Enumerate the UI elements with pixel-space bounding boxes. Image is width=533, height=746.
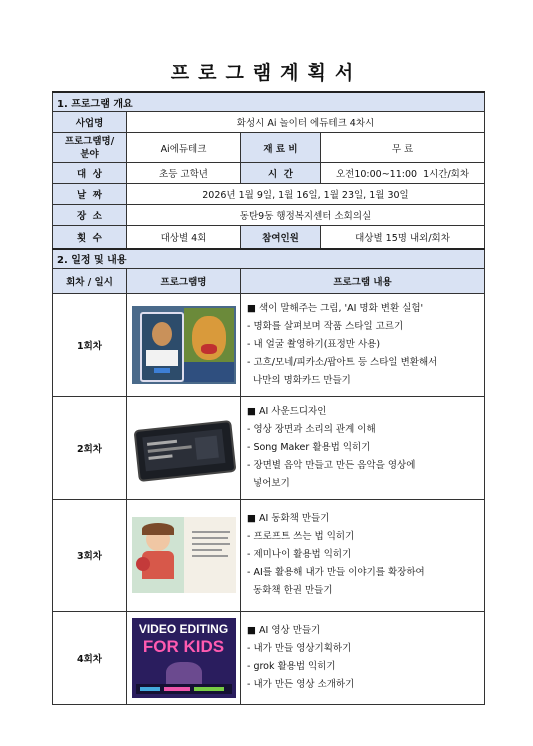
count-value: 대상별 4회: [127, 226, 241, 249]
session-content: ■ AI 동화책 만들기 - 프로프트 쓰는 법 익히기 - 제미나이 활용법 익히기 - AI를 활용해 내가 만들 이야기를 확장하여 동화책 한권 만들기: [241, 499, 485, 611]
session-image: [127, 396, 241, 499]
program-name-value: Ai에듀테크: [127, 133, 241, 163]
target-label: 대 상: [53, 163, 127, 184]
session-row: [53, 499, 485, 611]
target-value: 초등 고학년: [127, 163, 241, 184]
session-content: ■ AI 영상 만들기 - 내가 만들 영상기획하기 - grok 활용법 익히기 - 내가 만든 영상 소개하기: [241, 611, 485, 704]
session-label: 1회차: [53, 293, 127, 396]
session-label: 3회차: [53, 499, 127, 611]
program-name-label: 프로그램명/ 분야: [53, 133, 127, 163]
session-content: ■ 색이 말해주는 그림, 'AI 명화 변환 실험' - 명화를 살펴보며 작품 스타일 고르기 - 내 얼굴 촬영하기(표정만 사용) - 고흐/모네/피카소/팝아트 등 스타일 변환해서 나만의 명화카드 만들기: [241, 293, 485, 396]
place-value: 동탄9동 행정복지센터 소회의실: [127, 205, 485, 226]
session-label: 2회차: [53, 396, 127, 499]
column-program-header: 프로그램명: [127, 268, 241, 293]
column-content-header: 프로그램 내용: [241, 268, 485, 293]
participants-value: 대상별 15명 내외/회차: [321, 226, 485, 249]
session-content: ■ AI 사운드디자인 - 영상 장면과 소리의 관계 이해 - Song Maker 활용법 익히기 - 장면별 음악 만들고 만든 음악을 영상에 넣어보기: [241, 396, 485, 499]
business-name-value: 화성시 Ai 놀이터 에듀테크 4차시: [127, 112, 485, 133]
session-label: 4회차: [53, 611, 127, 704]
participants-label: 참여인원: [241, 226, 321, 249]
storybook-thumbnail: [132, 517, 236, 593]
time-value: 오전10:00~11:00 1시간/회차: [321, 163, 485, 184]
date-value: 2026년 1월 9일, 1월 16일, 1월 23일, 1월 30일: [127, 184, 485, 205]
section-schedule-heading: 2. 일정 및 내용: [53, 249, 485, 269]
session-image: [127, 611, 241, 704]
material-fee-label: 재 료 비: [241, 133, 321, 163]
session-row: [53, 293, 485, 396]
material-fee-value: 무 료: [321, 133, 485, 163]
column-session-header: 회차 / 일시: [53, 268, 127, 293]
session-row: [53, 396, 485, 499]
van-gogh-style-thumbnail: [132, 306, 236, 384]
session-row: [53, 611, 485, 704]
session-image: [127, 293, 241, 396]
time-label: 시 간: [241, 163, 321, 184]
place-label: 장 소: [53, 205, 127, 226]
session-image: [127, 499, 241, 611]
count-label: 횟 수: [53, 226, 127, 249]
tablet-music-app-thumbnail: [132, 413, 236, 483]
document-title: 프로그램계획서: [170, 62, 363, 84]
section-overview-heading: 1. 프로그램 개요: [53, 92, 485, 112]
business-name-label: 사업명: [53, 112, 127, 133]
video-editing-thumbnail: VIDEO EDITING FOR KIDS: [132, 618, 236, 698]
program-plan-table: [52, 91, 485, 705]
date-label: 날 짜: [53, 184, 127, 205]
